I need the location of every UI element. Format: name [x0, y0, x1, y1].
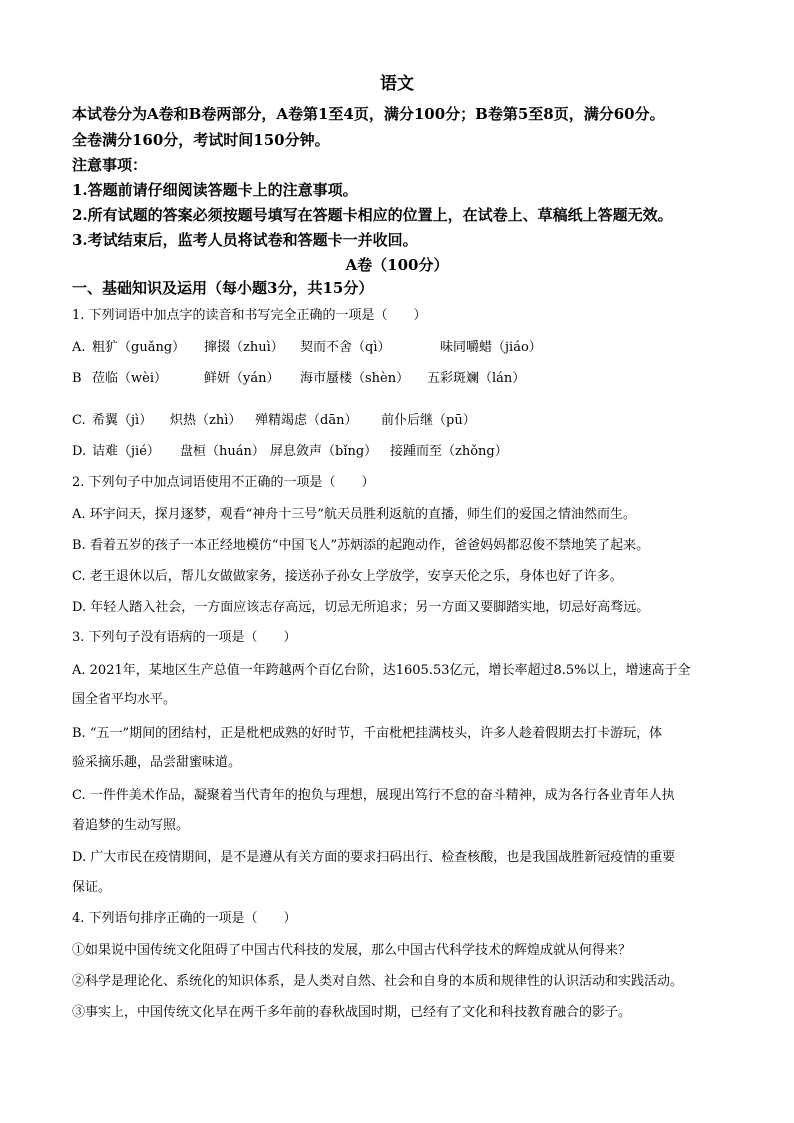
q4-sentence-1: ①如果说中国传统文化阻碍了中国古代科技的发展，那么中国古代科学技术的辉煌成就从何得来？ — [72, 943, 632, 958]
q1-option-c-word-4: 前仆后继（pū） — [381, 413, 476, 428]
q2-option-c: C. 老王退休以后，帮儿女做做家务，接送孙子孙女上学放学，安享天伦之乐，身体也好了许多。 — [72, 569, 623, 584]
q2-option-b: B. 看着五岁的孩子一本正经地模仿“中国飞人”苏炳添的起跑动作，爸爸妈妈都忍俊不禁地笑了起来。 — [72, 538, 650, 553]
q1-option-b-word-1: 莅临（wèi） — [92, 371, 167, 386]
q1-option-c-label: C. — [72, 413, 86, 428]
notice-item-2: 2.所有试题的答案必须按题号填写在答题卡相应的位置上，在试卷上、草稿纸上答题无效。 — [72, 206, 673, 224]
q1-option-d-word-2: 盘桓（huán） — [180, 444, 265, 459]
instruction-line-2: 全卷满分160分，考试时间150分钟。 — [72, 131, 330, 149]
q1-option-a-word-1: 粗犷（guǎng） — [92, 340, 186, 355]
q3-option-d-line-2: 保证。 — [72, 880, 112, 895]
q3-option-c-line-2: 着追梦的生动写照。 — [72, 818, 190, 833]
q3-option-b-line-1: B. “五一”期间的团结村，正是枇杷成熟的好时节，千亩枇杷挂满枝头，许多人趁着假期去打卡游玩，体 — [72, 726, 663, 741]
page-title: 语文 — [380, 74, 414, 94]
q3-option-a-line-2: 国全省平均水平。 — [72, 692, 177, 707]
question-3-stem: 3. 下列句子没有语病的一项是（ ） — [72, 630, 297, 645]
q1-option-b-label: B — [72, 371, 82, 386]
q1-option-b-word-3: 海市蜃楼（shèn） — [300, 371, 410, 386]
notice-item-3: 3.考试结束后，监考人员将试卷和答题卡一并收回。 — [72, 231, 418, 249]
instruction-line-1: 本试卷分为A卷和B卷两部分，A卷第1至4页，满分100分；B卷第5至8页，满分60分。 — [72, 105, 665, 123]
q1-option-b-word-4: 五彩斑斓（lán） — [427, 371, 526, 386]
q1-option-d-label: D. — [72, 444, 87, 459]
q1-option-d-word-4: 接踵而至（zhǒng） — [390, 444, 508, 459]
q1-option-a-word-4: 味同嚼蜡（jiáo） — [440, 340, 542, 355]
q4-sentence-2: ②科学是理论化、系统化的知识体系，是人类对自然、社会和自身的本质和规律性的认识活动和实践活动。 — [72, 974, 684, 989]
question-2-stem: 2. 下列句子中加点词语使用不正确的一项是（ ） — [72, 475, 375, 490]
q1-option-c-word-1: 希翼（jì） — [92, 413, 153, 428]
q1-option-a-label: A. — [72, 340, 86, 355]
question-1-stem: 1. 下列词语中加点字的读音和书写完全正确的一项是（ ） — [72, 308, 427, 323]
q3-option-d-line-1: D. 广大市民在疫情期间，是不是遵从有关方面的要求扫码出行、检查核酸，也是我国战胜新冠疫情的重要 — [72, 850, 676, 865]
q3-option-c-line-1: C. 一件件美术作品，凝聚着当代青年的抱负与理想，展现出笃行不怠的奋斗精神，成为各行各业青年人执 — [72, 788, 675, 803]
q2-option-a: A. 环宇问天，探月逐梦，观看“神舟十三号”航天员胜利返航的直播，师生们的爱国之情油然而生。 — [72, 507, 636, 522]
q1-option-d-word-1: 诘难（jié） — [92, 444, 160, 459]
q1-option-c-word-3: 殚精竭虑（dān） — [255, 413, 358, 428]
q1-option-c-word-2: 炽热（zhì） — [170, 413, 242, 428]
q1-option-b-word-2: 鲜妍（yán） — [204, 371, 280, 386]
q3-option-a-line-1: A. 2021年，某地区生产总值一年跨越两个百亿台阶，达1605.53亿元，增长率超过8.5%以上，增速高于全 — [72, 663, 691, 678]
q2-option-d: D. 年轻人踏入社会，一方面应该志存高远，切忌无所追求；另一方面又要脚踏实地，切忌好高骛远。 — [72, 600, 650, 615]
q1-option-a-word-2: 撺掇（zhuì） — [204, 340, 284, 355]
notice-heading: 注意事项： — [72, 156, 148, 174]
notice-item-1: 1.答题前请仔细阅读答题卡上的注意事项。 — [72, 181, 358, 199]
section-a-heading: A卷（100分） — [345, 256, 449, 274]
question-4-stem: 4. 下列语句排序正确的一项是（ ） — [72, 911, 297, 926]
q4-sentence-3: ③事实上，中国传统文化早在两千多年前的春秋战国时期，已经有了文化和科技教育融合的影子。 — [72, 1005, 632, 1020]
q1-option-d-word-3: 屏息敛声（bǐng） — [270, 444, 378, 459]
q1-option-a-word-3: 契而不舍（qì） — [300, 340, 391, 355]
q3-option-b-line-2: 验采摘乐趣，品尝甜蜜味道。 — [72, 755, 242, 770]
part1-heading: 一、基础知识及运用（每小题3分，共15分） — [72, 279, 374, 297]
